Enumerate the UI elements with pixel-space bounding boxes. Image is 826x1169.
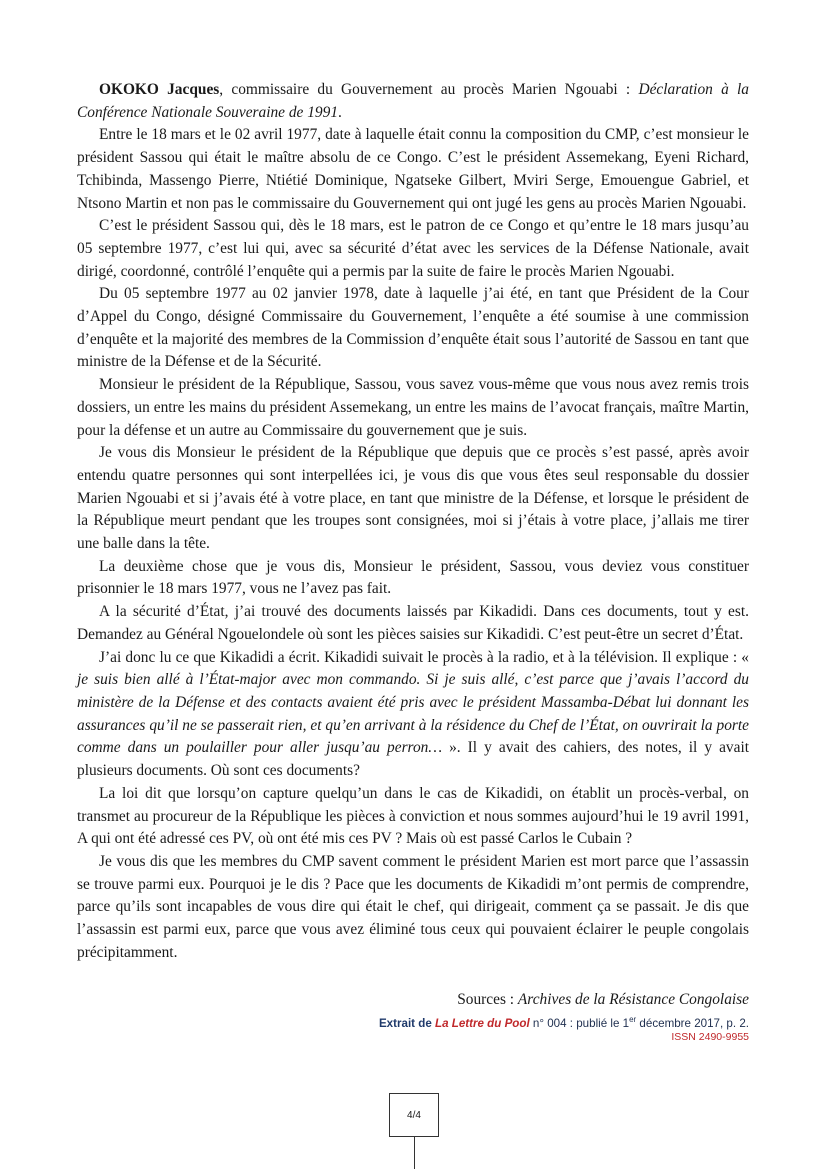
page-number-divider (414, 1137, 415, 1169)
author-name: OKOKO Jacques (99, 81, 220, 98)
paragraph: A la sécurité d’État, j’ai trouvé des documents laissés par Kikadidi. Dans ces documents, tout y est. Demandez au Général Ngouelondele où sont les pièces saisies sur Kikadidi. C’est peut-être un secret d’État. (77, 603, 749, 643)
page-number-box (389, 1093, 439, 1137)
page-number: 4/4 (407, 1109, 421, 1121)
quote-before: J’ai donc lu ce que Kikadidi a écrit. Kikadidi suivait le procès à la radio, et à la télévision. Il explique : « (99, 648, 749, 666)
extract-details-a: n° 004 : publié le 1 (529, 1016, 630, 1030)
quote-after: ». Il y avait des cahiers, des notes, il y avait plusieurs documents. Où sont ces documents? (77, 739, 749, 780)
extract-sup: er (629, 1015, 637, 1024)
sources-label: Sources : (457, 991, 518, 1008)
kikadidi-quote: je suis bien allé à l’État-major avec mon commando. Si je suis allé, c’est parce que j’avais l’accord du ministère de la Défense et des contacts avaient été pris avec le président Massamba-Débat lui donnant les assurances qu’il ne se passerait rien, et qu’en arrivant à la résidence du Chef de l’État, on ouvrirait la porte comme dans un poulailler pour aller jusqu’au perron… (77, 671, 749, 757)
extract-label: Extrait de (378, 1016, 435, 1030)
paragraph: Entre le 18 mars et le 02 avril 1977, date à laquelle était connu la composition du CMP, c’est monsieur le président Sassou qui était le maître absolu de ce Congo. C’est le président Assemekang, Eyeni Richard, Tchibinda, Massengo Pierre, Ntiétié Dominique, Ngatseke Gilbert, Mviri Serge, Emouengue Gabriel, et Ntsono Martin et non pas le commissaire du Gouvernement qui ont jugé les gens au procès Marien Ngouabi. (77, 126, 749, 212)
quote-paragraph (77, 647, 749, 783)
paragraph: Je vous dis Monsieur le président de la République que depuis que ce procès s’est passé, après avoir entendu quatre personnes qui sont interpellées ici, je vous dis que vous êtes seul responsable du dossier Marien Ngouabi et si j’avais été à votre place, en tant que ministre de la Défense, et lorsque le président de la République meurt pendant que les troupes sont consignées, moi si j’étais à votre place, j’allais me tirer une balle dans la tête. (77, 444, 749, 553)
publication-title: La Lettre du Pool (435, 1016, 530, 1030)
sources-value: Archives de la Résistance Congolaise (517, 991, 749, 1008)
paragraph: Monsieur le président de la République, Sassou, vous savez vous-même que vous nous avez remis trois dossiers, un entre les mains du président Assemekang, un entre les mains de l’avocat français, maître Martin, pour la défense et un autre au Commissaire du gouvernement que je suis. (77, 376, 749, 439)
paragraph: La loi dit que lorsqu’on capture quelqu’un dans le cas de Kikadidi, on établit un procès-verbal, on transmet au procureur de la République les pièces à conviction et nous sommes aujourd’hui le 19 avril 1991, A qui ont été adressé ces PV, où ont été mis ces PV ? Mais où est passé Carlos le Cubain ? (77, 784, 749, 848)
extract-line (379, 1012, 749, 1032)
author-role: , commissaire du Gouvernement au procès Marien Ngouabi : (219, 81, 639, 98)
extract-details-b: décembre 2017, p. 2. (636, 1016, 749, 1030)
sources-line (457, 989, 749, 1011)
paragraph: C’est le président Sassou qui, dès le 18 mars, est le patron de ce Congo et qu’entre le 18 mars jusqu’au 05 septembre 1977, c’est lui qui, avec sa sécurité d’état avec les services de la Défense Nationale, avait dirigé, coordonné, contrôlé l’enquête qui a permis par la suite de faire le procès Marien Ngouabi. (77, 217, 749, 280)
paragraph: Du 05 septembre 1977 au 02 janvier 1978, date à laquelle j’ai été, en tant que Président de la Cour d’Appel du Congo, désigné Commissaire du Gouvernement, l’enquête a été soumise à une commission d’enquête et la majorité des membres de la Commission d’enquête était sous l’autorité de Sassou en tant que ministre de la Défense et de la Sécurité. (77, 285, 749, 371)
issn-label: ISSN 2490-9955 (671, 1031, 749, 1043)
paragraph: La deuxième chose que je vous dis, Monsieur le président, Sassou, vous deviez vous constituer prisonnier le 18 mars 1977, vous ne l’avez pas fait. (77, 557, 749, 598)
intro-end: . (338, 103, 342, 121)
article-body (77, 79, 749, 964)
source-title: Déclaration à la Conférence Nationale Souveraine de 1991 (77, 81, 749, 121)
intro-paragraph (77, 79, 749, 124)
paragraph: Je vous dis que les membres du CMP savent comment le président Marien est mort parce que l’assassin se trouve parmi eux. Pourquoi je le dis ? Pace que les documents de Kikadidi m’ont permis de comprendre, parce qu’ils sont incapables de vous dire qui était le chef, qui dirigeait, comment ça se passait. Je dis que l’assassin est parmi eux, parce que vous avez éliminé tous ceux qui pouvaient éclairer le peuple congolais précipitamment. (77, 852, 749, 961)
